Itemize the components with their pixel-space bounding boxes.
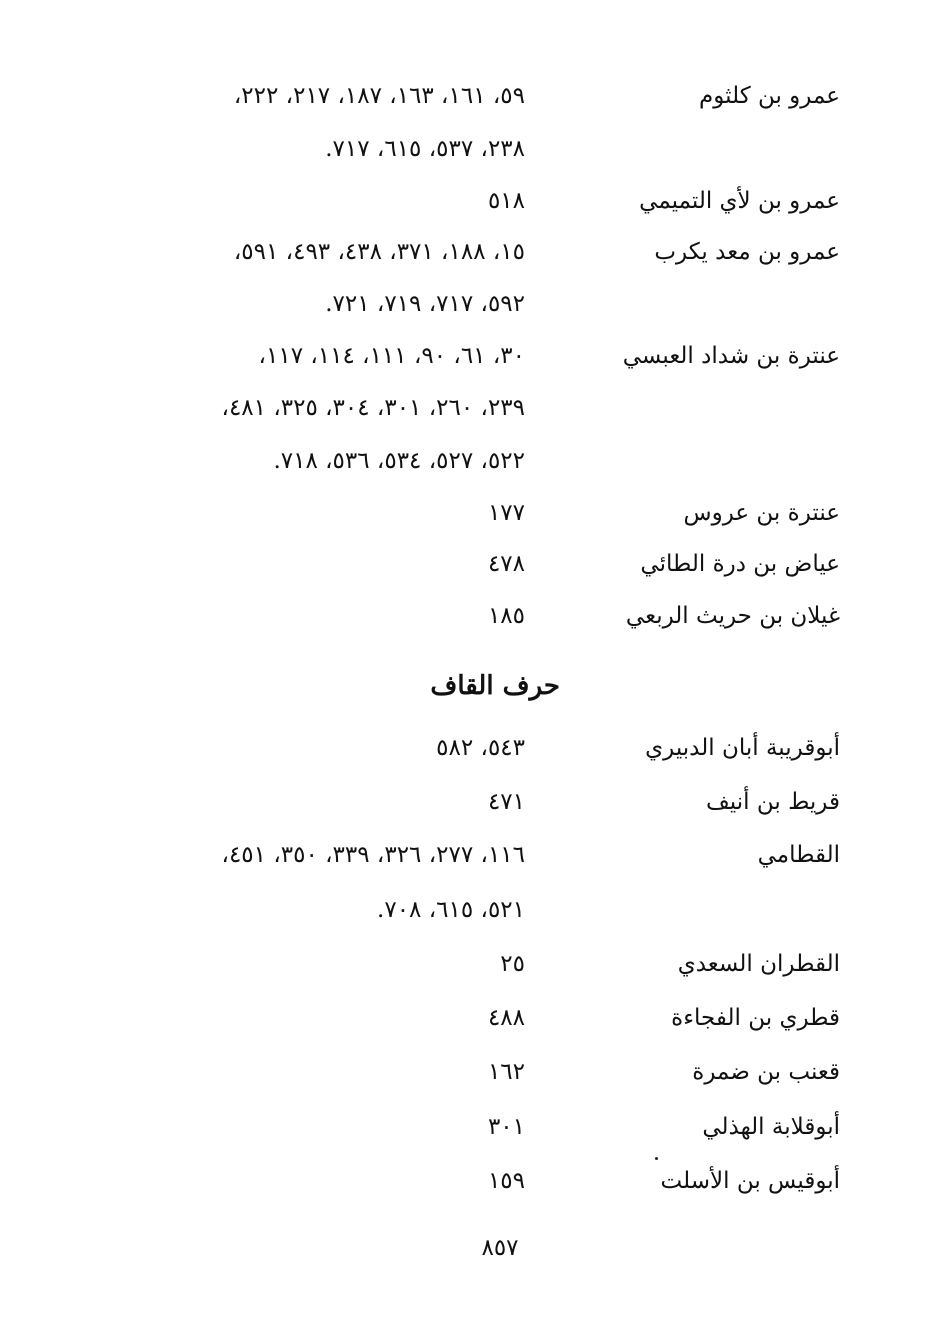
entry-pages: ٢٥ xyxy=(500,951,525,977)
entry-name: عمرو بن لأي التميمي xyxy=(639,188,840,214)
index-entry xyxy=(0,538,945,590)
entry-pages: ١١٦، ٢٧٧، ٣٢٦، ٣٣٩، ٣٥٠، ٤٥١، xyxy=(221,842,525,868)
index-entry xyxy=(0,330,945,382)
entry-pages: ٤٨٨ xyxy=(487,1005,525,1031)
entry-name: عنترة بن عروس xyxy=(683,500,840,526)
index-entry xyxy=(0,829,945,881)
entry-name: أبوقيس بن الأسلت xyxy=(660,1168,840,1194)
entry-name: قريط بن أنيف xyxy=(706,789,840,815)
entry-pages: ٥٢١، ٦١٥، ٧٠٨. xyxy=(377,897,525,923)
print-speck xyxy=(655,1157,658,1160)
entry-pages: ٥٤٣، ٥٨٢ xyxy=(436,735,525,761)
page-number: ٨٥٧ xyxy=(481,1235,519,1261)
entry-name: عمرو بن معد يكرب xyxy=(654,239,840,265)
entry-pages: ٢٣٩، ٢٦٠، ٣٠١، ٣٠٤، ٣٢٥، ٤٨١، xyxy=(221,395,525,421)
entry-name: أبوقلابة الهذلي xyxy=(702,1114,840,1140)
entry-pages: ١٦٢ xyxy=(487,1059,525,1085)
entry-pages: ١٥٩ xyxy=(487,1168,525,1194)
index-entry-continuation xyxy=(0,884,945,936)
entry-name: عنترة بن شداد العبسي xyxy=(622,343,840,369)
entry-pages: ٣٠١ xyxy=(487,1114,525,1140)
index-entry xyxy=(0,590,945,642)
index-entry xyxy=(0,226,945,278)
entry-pages: ٤٧١ xyxy=(487,789,525,815)
entry-name: عياض بن درة الطائي xyxy=(640,551,840,577)
entry-name: غيلان بن حريث الربعي xyxy=(625,603,840,629)
entry-pages: ٣٠، ٦١، ٩٠، ١١١، ١١٤، ١١٧، xyxy=(258,343,525,369)
entry-name: قعنب بن ضمرة xyxy=(692,1059,840,1085)
entry-name: قطري بن الفجاءة xyxy=(671,1005,840,1031)
entry-name: القطامي xyxy=(757,842,840,868)
index-entry xyxy=(0,70,945,122)
entry-pages: ٤٧٨ xyxy=(487,551,525,577)
index-entry xyxy=(0,487,945,539)
entry-name: عمرو بن كلثوم xyxy=(699,83,840,109)
index-entry xyxy=(0,992,945,1044)
index-entry xyxy=(0,722,945,774)
entry-name: القطران السعدي xyxy=(677,951,840,977)
entry-pages: ٢٣٨، ٥٣٧، ٦١٥، ٧١٧. xyxy=(325,136,525,162)
entry-pages: ٥٢٢، ٥٢٧، ٥٣٤، ٥٣٦، ٧١٨. xyxy=(273,448,525,474)
index-entry-continuation xyxy=(0,435,945,487)
index-entry-continuation xyxy=(0,123,945,175)
entry-pages: ٥٩٢، ٧١٧، ٧١٩، ٧٢١. xyxy=(325,291,525,317)
index-entry xyxy=(0,776,945,828)
entry-name: أبوقريبة أبان الدبيري xyxy=(645,735,840,761)
section-heading: حرف القاف xyxy=(430,671,560,701)
entry-pages: ٥١٨ xyxy=(487,188,525,214)
index-entry-continuation xyxy=(0,278,945,330)
entry-pages: ١٥، ١٨٨، ٣٧١، ٤٣٨، ٤٩٣، ٥٩١، xyxy=(233,239,525,265)
index-entry xyxy=(0,175,945,227)
entry-pages: ١٧٧ xyxy=(487,500,525,526)
index-entry xyxy=(0,938,945,990)
index-entry-continuation xyxy=(0,382,945,434)
index-entry xyxy=(0,1046,945,1098)
index-entry xyxy=(0,1155,945,1207)
entry-pages: ٥٩، ١٦١، ١٦٣، ١٨٧، ٢١٧، ٢٢٢، xyxy=(233,83,525,109)
index-entry xyxy=(0,1101,945,1153)
entry-pages: ١٨٥ xyxy=(487,603,525,629)
